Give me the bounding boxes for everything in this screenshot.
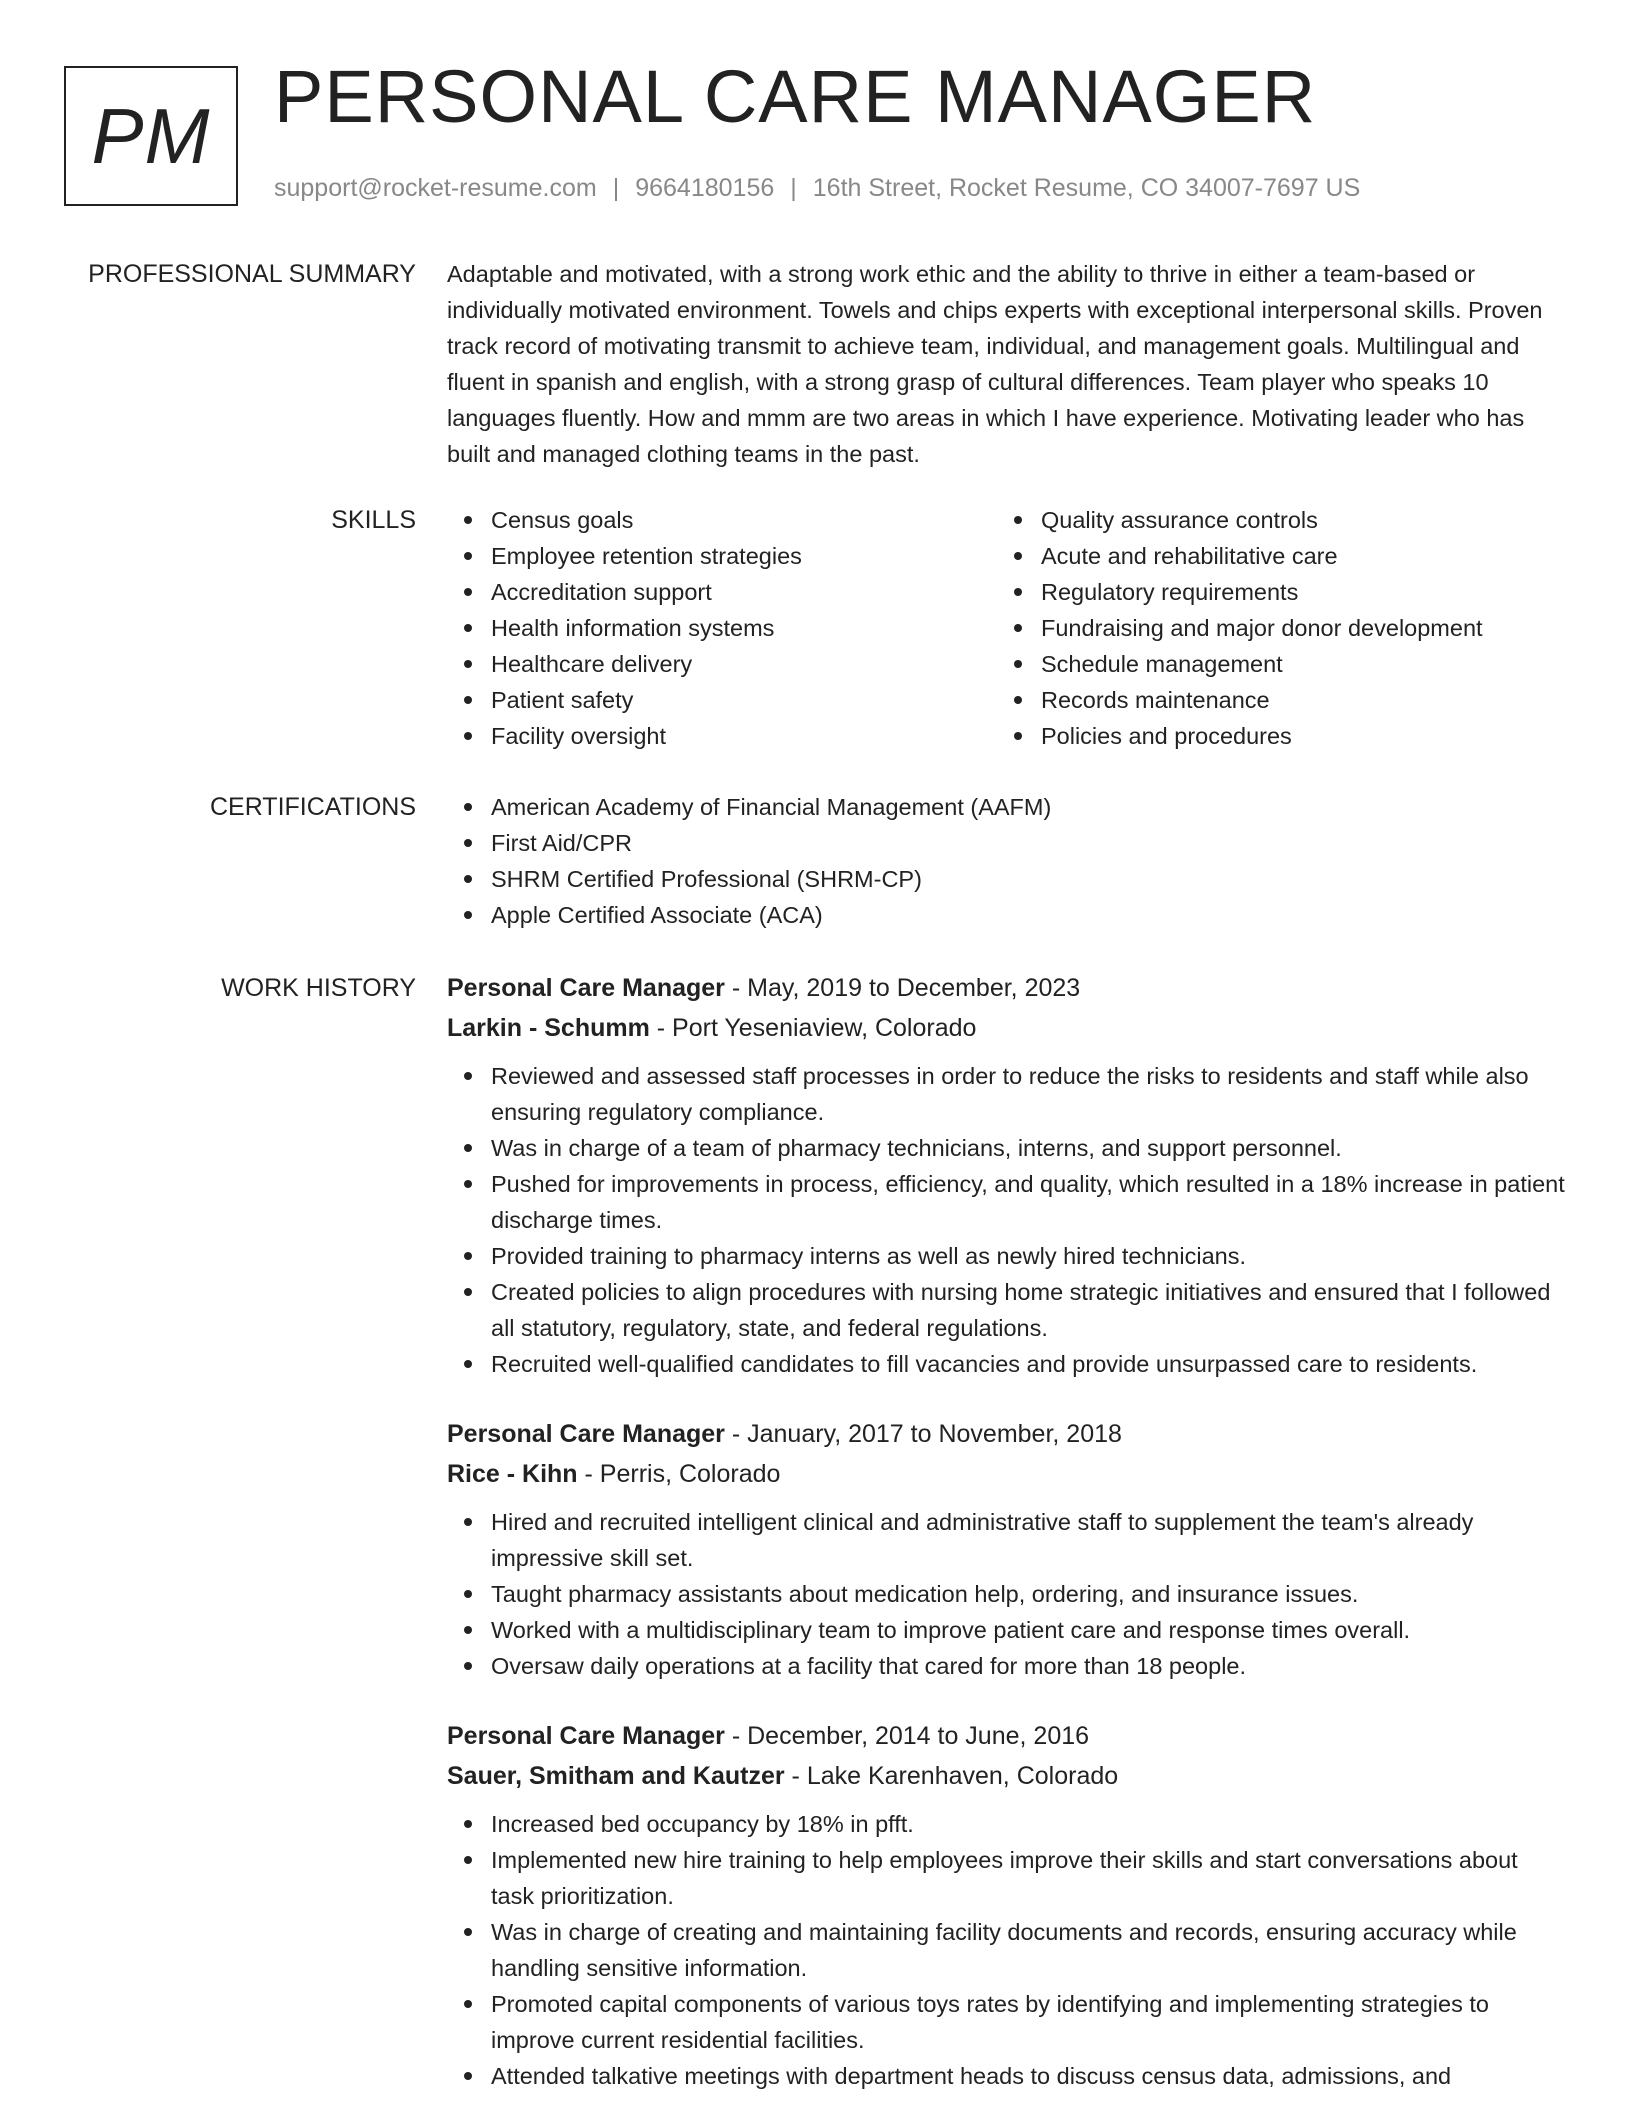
- job-title-line: [447, 968, 1567, 1008]
- skill-item: Accreditation support: [491, 574, 997, 610]
- job-location: - Lake Karenhaven, Colorado: [784, 1762, 1119, 1790]
- job-title-line: [447, 1716, 1567, 1756]
- skill-item: Facility oversight: [491, 718, 997, 754]
- job-bullet: Taught pharmacy assistants about medication help, ordering, and insurance issues.: [491, 1576, 1567, 1612]
- resume-title: PERSONAL CARE MANAGER: [274, 55, 1317, 138]
- skill-item: Schedule management: [1041, 646, 1547, 682]
- job-bullet-list: [447, 1504, 1567, 1684]
- skill-item: Regulatory requirements: [1041, 574, 1547, 610]
- job-bullet: Worked with a multidisciplinary team to improve patient care and response times overall.: [491, 1612, 1567, 1648]
- job-bullet: Provided training to pharmacy interns as well as newly hired technicians.: [491, 1238, 1567, 1274]
- work-history-body: [447, 968, 1567, 2112]
- contact-separator: |: [790, 174, 797, 202]
- job-title-line: [447, 1414, 1567, 1454]
- job-bullet: Pushed for improvements in process, efficiency, and quality, which resulted in a 18% increase in patient discharge times.: [491, 1166, 1567, 1238]
- certification-item: SHRM Certified Professional (SHRM-CP): [491, 861, 1567, 897]
- job-bullet: Oversaw daily operations at a facility that cared for more than 18 people.: [491, 1648, 1567, 1684]
- certifications-body: [447, 789, 1567, 933]
- job-location: - Perris, Colorado: [577, 1460, 781, 1488]
- monogram-logo: PM: [64, 66, 238, 206]
- skills-column-left: [447, 502, 997, 754]
- certification-item: American Academy of Financial Management (AAFM): [491, 789, 1567, 825]
- job-role: Personal Care Manager: [447, 974, 725, 1002]
- skill-item: Employee retention strategies: [491, 538, 997, 574]
- job-role: Personal Care Manager: [447, 1722, 725, 1750]
- skills-body: [447, 502, 1567, 754]
- job-company: Rice - Kihn: [447, 1460, 578, 1488]
- job-bullet-list: [447, 1058, 1567, 1382]
- skill-item: Quality assurance controls: [1041, 502, 1547, 538]
- certification-item: First Aid/CPR: [491, 825, 1567, 861]
- job-entry: [447, 1716, 1567, 2094]
- job-dates: - January, 2017 to November, 2018: [724, 1420, 1122, 1448]
- contact-line: [274, 174, 1360, 203]
- job-entry: [447, 1414, 1567, 1684]
- job-bullet: Was in charge of a team of pharmacy technicians, interns, and support personnel.: [491, 1130, 1567, 1166]
- section-label-work-history: WORK HISTORY: [221, 974, 416, 1002]
- job-company-line: [447, 1756, 1567, 1796]
- skills-list-right: [997, 502, 1547, 754]
- skill-item: Fundraising and major donor development: [1041, 610, 1547, 646]
- job-dates: - May, 2019 to December, 2023: [724, 974, 1081, 1002]
- section-label-skills: SKILLS: [331, 506, 416, 534]
- skills-column-right: [997, 502, 1547, 754]
- job-bullet: Was in charge of creating and maintaining facility documents and records, ensuring accuracy while handling sensitive information.: [491, 1914, 1567, 1986]
- job-bullet: Attended talkative meetings with department heads to discuss census data, admissions, and: [491, 2058, 1567, 2094]
- job-company: Larkin - Schumm: [447, 1014, 650, 1042]
- job-role: Personal Care Manager: [447, 1420, 725, 1448]
- job-bullet: Increased bed occupancy by 18% in pfft.: [491, 1806, 1567, 1842]
- skill-item: Policies and procedures: [1041, 718, 1547, 754]
- contact-address: 16th Street, Rocket Resume, CO 34007-7697 US: [812, 174, 1361, 202]
- job-company-line: [447, 1008, 1567, 1048]
- job-bullet: Implemented new hire training to help employees improve their skills and start conversations about task prioritization.: [491, 1842, 1567, 1914]
- summary-text: Adaptable and motivated, with a strong work ethic and the ability to thrive in either a team-based or individually motivated environment. Towels and chips experts with exceptional interpersonal skills. Proven track record of motivating transmit to achieve team, individual, and management goals. Multilingual and fluent in spanish and english, with a strong grasp of cultural differences. Team player who speaks 10 languages fluently. How and mmm are two areas in which I have experience. Motivating leader who has built and managed clothing teams in the past.: [447, 261, 1543, 467]
- skill-item: Patient safety: [491, 682, 997, 718]
- certification-item: Apple Certified Associate (ACA): [491, 897, 1567, 933]
- skill-item: Records maintenance: [1041, 682, 1547, 718]
- job-bullet: Recruited well-qualified candidates to fill vacancies and provide unsurpassed care to residents.: [491, 1346, 1567, 1382]
- certifications-list: [447, 789, 1567, 933]
- contact-phone[interactable]: 9664180156: [635, 174, 775, 202]
- skills-list-left: [447, 502, 997, 754]
- job-company-line: [447, 1454, 1567, 1494]
- job-company: Sauer, Smitham and Kautzer: [447, 1762, 785, 1790]
- job-bullet: Hired and recruited intelligent clinical and administrative staff to supplement the team's already impressive skill set.: [491, 1504, 1567, 1576]
- contact-separator: |: [612, 174, 620, 202]
- job-bullet-list: [447, 1806, 1567, 2094]
- contact-email[interactable]: support@rocket-resume.com: [274, 174, 597, 202]
- job-bullet: Promoted capital components of various toys rates by identifying and implementing strategies to improve current residential facilities.: [491, 1986, 1567, 2058]
- skill-item: Acute and rehabilitative care: [1041, 538, 1547, 574]
- job-entry: [447, 968, 1567, 1382]
- summary-body: [447, 256, 1567, 472]
- job-bullet: Reviewed and assessed staff processes in order to reduce the risks to residents and staff while also ensuring regulatory compliance.: [491, 1058, 1567, 1130]
- skill-item: Census goals: [491, 502, 997, 538]
- skill-item: Healthcare delivery: [491, 646, 997, 682]
- section-label-certifications: CERTIFICATIONS: [209, 793, 416, 821]
- job-dates: - December, 2014 to June, 2016: [724, 1722, 1090, 1750]
- job-location: - Port Yeseniaview, Colorado: [649, 1014, 977, 1042]
- section-label-summary: PROFESSIONAL SUMMARY: [88, 260, 416, 288]
- skill-item: Health information systems: [491, 610, 997, 646]
- job-bullet: Created policies to align procedures with nursing home strategic initiatives and ensured that I followed all statutory, regulatory, state, and federal regulations.: [491, 1274, 1567, 1346]
